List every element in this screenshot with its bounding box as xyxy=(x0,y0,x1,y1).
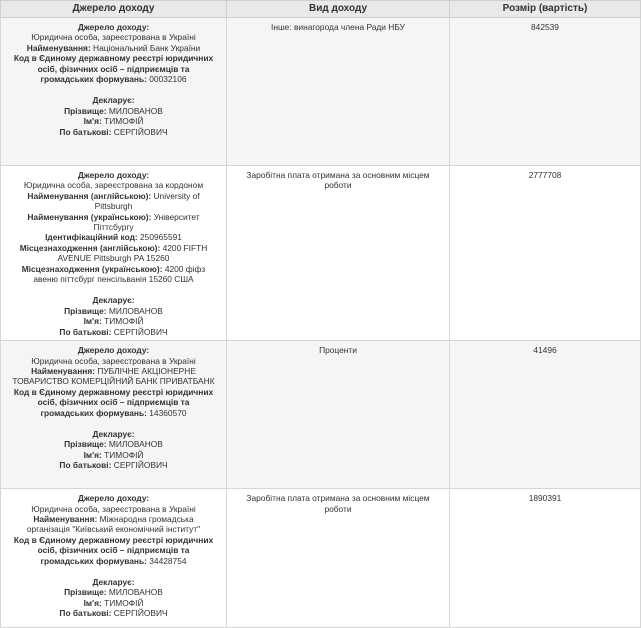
code-value: 00032106 xyxy=(149,74,187,85)
income-source-cell xyxy=(1,18,227,166)
firstname-value: ТИМОФІЙ xyxy=(104,316,144,327)
table-header-row xyxy=(1,1,641,18)
surname-value: МИЛОВАНОВ xyxy=(108,439,163,450)
id-code-line: Ідентифікаційний код: 250965591 xyxy=(45,232,182,243)
name-value: Міжнародна громадська організація "Київський економічний інститут" xyxy=(26,513,201,535)
source-label: Джерело доходу: xyxy=(77,493,150,504)
table-row xyxy=(1,489,641,628)
surname-value: МИЛОВАНОВ xyxy=(108,587,163,598)
firstname-line: Ім'я: ТИМОФІЙ xyxy=(83,116,144,127)
patronymic-value: СЕРГІЙОВИЧ xyxy=(113,126,168,137)
firstname-value: ТИМОФІЙ xyxy=(104,116,144,127)
name-value: ПУБЛІЧНЕ АКЦІОНЕРНЕ ТОВАРИСТВО КОМЕРЦІЙНИЙ БАНК ПРИВАТБАНК xyxy=(12,365,215,387)
patronymic-line: По батькові: СЕРГІЙОВИЧ xyxy=(59,608,168,619)
firstname-value: ТИМОФІЙ xyxy=(104,449,144,460)
income-source-cell xyxy=(1,341,227,489)
patronymic-line: По батькові: СЕРГІЙОВИЧ xyxy=(59,126,168,137)
header-source: Джерело доходу xyxy=(1,1,227,18)
source-label: Джерело доходу: xyxy=(77,22,150,32)
entity-type: Юридична особа, зареєстрована за кордоном xyxy=(23,180,204,191)
code-line: Код в Єдиному державному реєстрі юридичних осіб, фізичних осіб – підприємців та громадських формувань: 14360570 xyxy=(13,386,214,418)
name-en-value: University of Pittsburgh xyxy=(94,190,200,212)
amount-cell: 842539 xyxy=(450,18,641,166)
name-uk-value: Університет Піттсбургу xyxy=(93,211,200,233)
name-en-line: Найменування (англійською): University of Pittsburgh xyxy=(27,190,200,212)
income-type-cell: Заробітна плата отримана за основним місцем роботи xyxy=(227,166,450,341)
patronymic-line: По батькові: СЕРГІЙОВИЧ xyxy=(59,460,168,471)
income-type-cell: Заробітна плата отримана за основним місцем роботи xyxy=(227,489,450,628)
location-uk-value: 4200 фіфз авеню піттсбург пенсільванія 15260 США xyxy=(33,263,206,285)
name-line: Найменування: Міжнародна громадська організація "Київський економічний інститут" xyxy=(26,513,201,535)
income-source-cell xyxy=(1,489,227,628)
amount-cell: 41496 xyxy=(450,341,641,489)
patronymic-value: СЕРГІЙОВИЧ xyxy=(113,608,168,619)
header-income-type: Вид доходу xyxy=(227,1,450,18)
declarant-label: Декларує: xyxy=(92,295,135,306)
code-value: 34428754 xyxy=(149,555,187,566)
location-en-value: 4200 FIFTH AVENUE Pittsburgh PA 15260 xyxy=(57,242,208,264)
declarant-label: Декларує: xyxy=(92,95,135,106)
name-line: Найменування: Національний Банк України xyxy=(26,42,201,53)
table-row xyxy=(1,341,641,489)
header-amount: Розмір (вартість) xyxy=(450,1,641,18)
amount-cell: 2777708 xyxy=(450,166,641,341)
surname-line: Прізвище: МИЛОВАНОВ xyxy=(64,439,163,450)
declarant-label: Декларує: xyxy=(92,428,135,439)
declarant-label: Декларує: xyxy=(92,576,135,587)
surname-value: МИЛОВАНОВ xyxy=(108,305,163,316)
code-value: 14360570 xyxy=(149,407,187,418)
code-line: Код в Єдиному державному реєстрі юридичних осіб, фізичних осіб – підприємців та громадських формувань: 34428754 xyxy=(13,534,214,566)
name-line: Найменування: ПУБЛІЧНЕ АКЦІОНЕРНЕ ТОВАРИСТВО КОМЕРЦІЙНИЙ БАНК ПРИВАТБАНК xyxy=(12,365,215,387)
surname-line: Прізвище: МИЛОВАНОВ xyxy=(64,105,163,116)
location-uk-line: Місцезнаходження (українською): 4200 фіфз авеню піттсбург пенсільванія 15260 США xyxy=(21,263,206,285)
income-type-cell: Проценти xyxy=(227,341,450,489)
code-line: Код в Єдиному державному реєстрі юридичних осіб, фізичних осіб – підприємців та громадських формувань: 00032106 xyxy=(13,53,214,85)
table-row xyxy=(1,166,641,341)
entity-type: Юридична особа, зареєстрована в Україні xyxy=(31,32,196,43)
firstname-line: Ім'я: ТИМОФІЙ xyxy=(83,316,144,327)
source-label: Джерело доходу: xyxy=(77,345,150,356)
entity-type: Юридична особа, зареєстрована в Україні xyxy=(31,355,196,366)
income-source-cell xyxy=(1,166,227,341)
location-en-line: Місцезнаходження (англійською): 4200 FIFTH AVENUE Pittsburgh PA 15260 xyxy=(19,242,208,264)
name-value: Національний Банк України xyxy=(93,42,201,53)
patronymic-value: СЕРГІЙОВИЧ xyxy=(113,460,168,471)
patronymic-value: СЕРГІЙОВИЧ xyxy=(113,326,168,337)
amount-cell: 1890391 xyxy=(450,489,641,628)
source-label: Джерело доходу: xyxy=(77,170,150,180)
id-code-value: 250965591 xyxy=(140,232,182,243)
surname-line: Прізвище: МИЛОВАНОВ xyxy=(64,587,163,598)
firstname-line: Ім'я: ТИМОФІЙ xyxy=(83,597,144,608)
name-uk-line: Найменування (українською): Університет Піттсбургу xyxy=(27,211,200,233)
firstname-line: Ім'я: ТИМОФІЙ xyxy=(83,449,144,460)
patronymic-line: По батькові: СЕРГІЙОВИЧ xyxy=(59,326,168,337)
surname-line: Прізвище: МИЛОВАНОВ xyxy=(64,305,163,316)
surname-value: МИЛОВАНОВ xyxy=(108,105,163,116)
entity-type: Юридична особа, зареєстрована в Україні xyxy=(31,503,196,514)
firstname-value: ТИМОФІЙ xyxy=(104,597,144,608)
income-type-cell: Інше: винагорода члена Ради НБУ xyxy=(227,18,450,166)
table-row xyxy=(1,18,641,166)
